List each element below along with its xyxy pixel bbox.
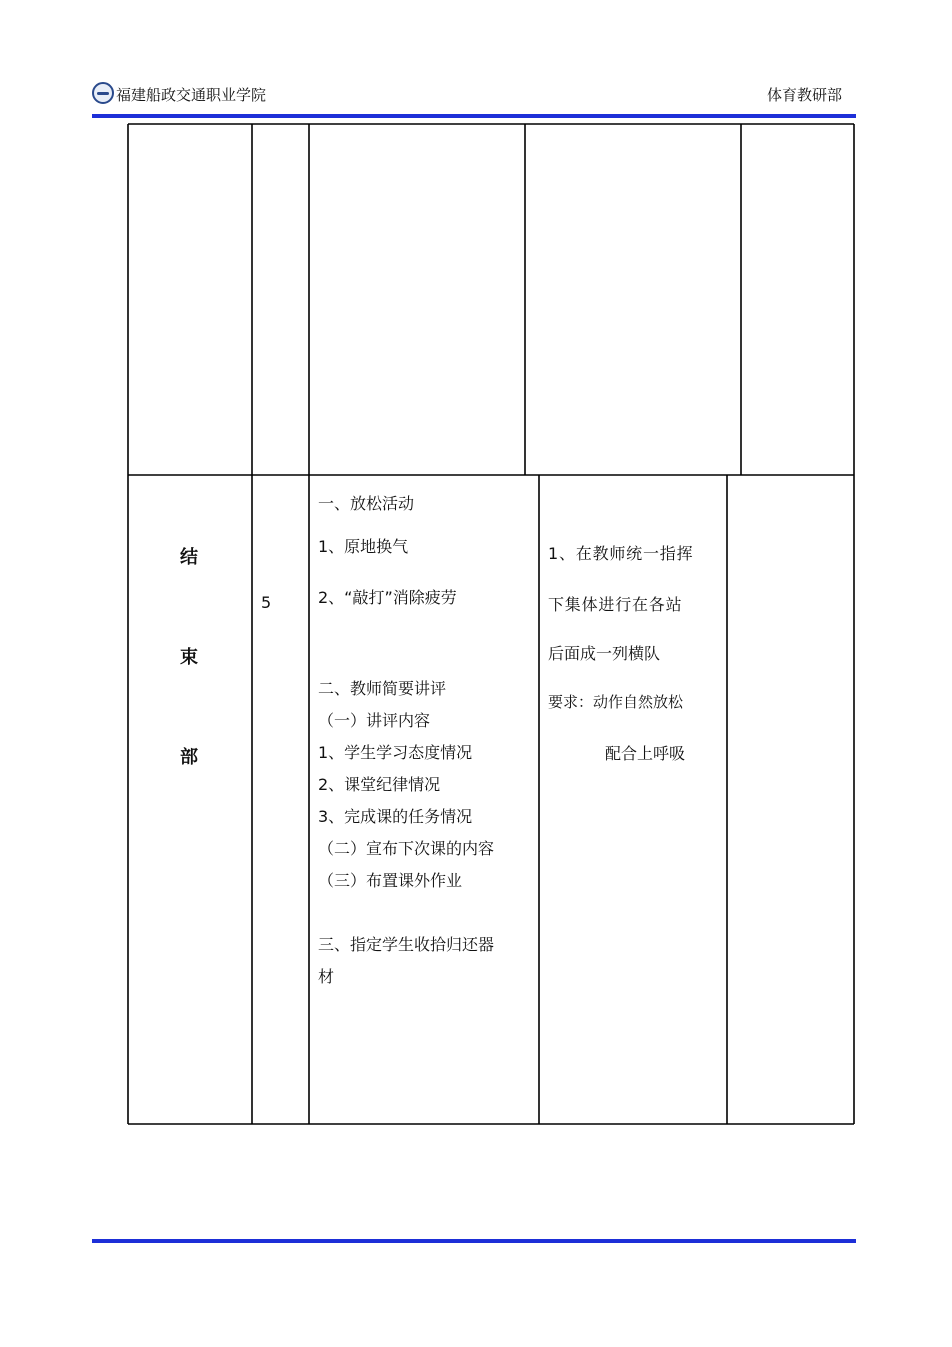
- method-line: 后面成一列横队: [548, 644, 661, 663]
- content-line: 2、课堂纪律情况: [318, 775, 441, 794]
- method-line: 下集体进行在各站: [548, 595, 683, 614]
- method-line: 1、在教师统一指挥: [548, 544, 694, 563]
- content-line: （三）布置课外作业: [318, 871, 463, 890]
- content-line: （一）讲评内容: [318, 711, 431, 730]
- content-line: 材: [318, 967, 335, 986]
- content-line: 1、学生学习态度情况: [318, 743, 473, 762]
- section-char-1: 结: [180, 547, 198, 568]
- method-line: 配合上呼吸: [605, 744, 686, 763]
- content-line: 1、原地换气: [318, 537, 409, 556]
- footer-rule: [92, 1239, 856, 1243]
- content-line: （二）宣布下次课的内容: [318, 839, 495, 858]
- method-line: 要求：动作自然放松: [548, 693, 684, 711]
- content-line: 2、“敲打”消除疲劳: [318, 588, 457, 607]
- content-line: 二、教师简要讲评: [318, 679, 447, 698]
- department-name: 体育教研部: [766, 86, 842, 104]
- section-char-2: 束: [180, 647, 198, 668]
- school-name: 福建船政交通职业学院: [116, 86, 267, 104]
- section-char-3: 部: [180, 747, 198, 768]
- content-line: 三、指定学生收拾归还器: [318, 935, 495, 954]
- content-line: 一、放松活动: [318, 494, 415, 513]
- content-line: 3、完成课的任务情况: [318, 807, 473, 826]
- duration-minutes: 5: [261, 593, 272, 612]
